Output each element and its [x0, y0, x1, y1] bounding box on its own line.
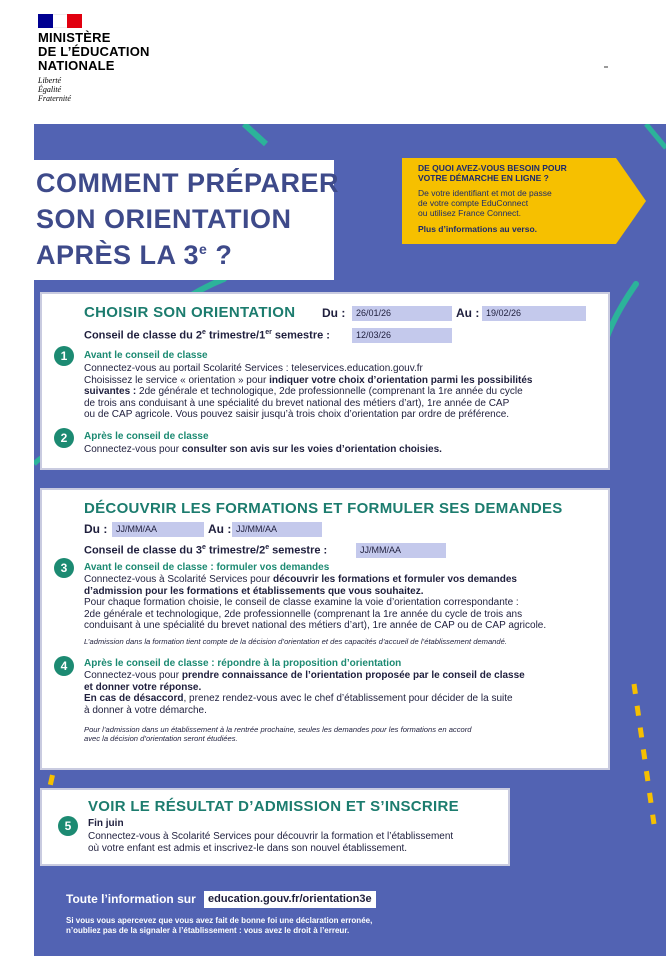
step-1-heading: Avant le conseil de classe	[84, 350, 208, 361]
step-4-note: Pour l’admission dans un établissement à la rentrée prochaine, seules les demandes pour les formations en accord avec la décision d’orientation seront étudiées.	[84, 725, 472, 743]
step-5-heading: Fin juin	[88, 818, 124, 829]
title-line-1: COMMENT PRÉPARER	[36, 168, 340, 198]
callout-text-2: de votre compte EduConnect	[418, 198, 529, 208]
step-4-heading: Après le conseil de classe : répondre à la proposition d’orientation	[84, 658, 402, 669]
callout-heading-2: VOTRE DÉMARCHE EN LIGNE ?	[418, 173, 549, 183]
footer-info-label: Toute l’information sur	[66, 892, 196, 906]
section-1-council-date: 12/03/26	[352, 328, 452, 343]
callout-text-3: ou utilisez France Connect.	[418, 208, 521, 218]
section-2-title: DÉCOUVRIR LES FORMATIONS ET FORMULER SES DEMANDES	[84, 500, 563, 517]
title-line-2: SON ORIENTATION	[36, 204, 292, 234]
callout-heading-1: DE QUOI AVEZ-VOUS BESOIN POUR	[418, 163, 567, 173]
ministry-logo	[38, 14, 178, 103]
section-3-title: VOIR LE RÉSULTAT D’ADMISSION ET S’INSCRIRE	[88, 798, 459, 815]
section-choose-orientation	[40, 292, 610, 470]
section-2-du-label: Du :	[84, 522, 108, 536]
page-mark	[604, 66, 608, 68]
step-5-text: Connectez-vous à Scolarité Services pour découvrir la formation et l’établissement où votre enfant est admis et inscrivez-le dans son nouvel établissement.	[88, 831, 454, 854]
step-3-note: L’admission dans la formation tient compte de la décision d’orientation et des capacités d’accueil de l’établissement demandé.	[84, 637, 507, 646]
footer-disclaimer-2: n’oubliez pas de la signaler à l’établissement : vous avez le droit à l’erreur.	[66, 926, 350, 935]
section-1-end-date: 19/02/26	[482, 306, 586, 321]
page-title	[34, 160, 340, 280]
callout-arrow	[616, 158, 646, 244]
section-2-start-date: JJ/MM/AA	[112, 522, 204, 537]
section-1-council-label: Conseil de classe du 2e trimestre/1er semestre :	[84, 329, 330, 342]
callout-text-1: De votre identifiant et mot de passe	[418, 188, 552, 198]
ministry-name: MINISTÈRE DE L’ÉDUCATION NATIONALE	[38, 30, 150, 73]
online-requirements-callout	[402, 158, 616, 244]
republic-motto: Liberté Égalité Fraternité	[38, 76, 71, 103]
step-2-number: 2	[54, 428, 74, 448]
step-3-number: 3	[54, 558, 74, 578]
step-3-text: Connectez-vous à Scolarité Services pour découvrir les formations et formuler vos demandes d’admission pour les formations et établissements que vous souhaitez. Pour chaque formation choisie, le conseil de classe examine la voie d’orientation correspondante : 2de générale et technologique, 2de professionnelle (comprenant la 1re année du cycle de trois ans conduisant à une spécialité du brevet national des métiers d’art), 1re année de CAP ou de CAP agricole.	[84, 574, 547, 631]
step-1-number: 1	[54, 346, 74, 366]
orientation-poster	[34, 124, 666, 956]
french-flag-icon	[38, 14, 82, 28]
step-2-heading: Après le conseil de classe	[84, 431, 209, 442]
orientation-website-link[interactable]: education.gouv.fr/orientation3e	[204, 891, 376, 908]
section-1-title: CHOISIR SON ORIENTATION	[84, 304, 296, 321]
section-2-council-label: Conseil de classe du 3e trimestre/2e semestre :	[84, 544, 328, 557]
section-2-end-date: JJ/MM/AA	[232, 522, 322, 537]
step-2-text: Connectez-vous pour consulter son avis sur les voies d’orientation choisies.	[84, 444, 442, 455]
callout-more-info: Plus d’informations au verso.	[418, 224, 538, 234]
section-discover-formations	[40, 488, 610, 770]
section-1-start-date: 26/01/26	[352, 306, 452, 321]
step-3-heading: Avant le conseil de classe : formuler vos demandes	[84, 562, 330, 573]
step-4-number: 4	[54, 656, 74, 676]
step-1-text: Connectez-vous au portail Scolarité Services : teleservices.education.gouv.fr Choisissez le service « orientation » pour indiquer votre choix d’orientation parmi les possibilités suivantes : 2de générale et technologique, 2de professionnelle (comprenant la 1re année du cycle de trois ans conduisant à une spécialité du brevet national des métiers d’art), 1re année de CAP ou de CAP agricole. Vous pouvez saisir jusqu’à trois choix d’orientation par ordre de préférence.	[84, 363, 533, 420]
footer-disclaimer-1: Si vous vous apercevez que vous avez fait de bonne foi une déclaration erronée,	[66, 916, 373, 925]
title-line-3: APRÈS LA 3e ?	[36, 240, 233, 270]
section-2-au-label: Au :	[208, 522, 232, 536]
section-admission-result	[40, 788, 510, 866]
step-4-text: Connectez-vous pour prendre connaissance de l’orientation proposée par le conseil de classe et donner votre réponse. En cas de désaccord, prenez rendez-vous avec le chef d’établissement pour décider de la suite à donner à votre démarche.	[84, 670, 525, 716]
section-2-council-date: JJ/MM/AA	[356, 543, 446, 558]
section-1-au-label: Au :	[456, 306, 480, 320]
section-1-du-label: Du :	[322, 306, 346, 320]
step-5-number: 5	[58, 816, 78, 836]
